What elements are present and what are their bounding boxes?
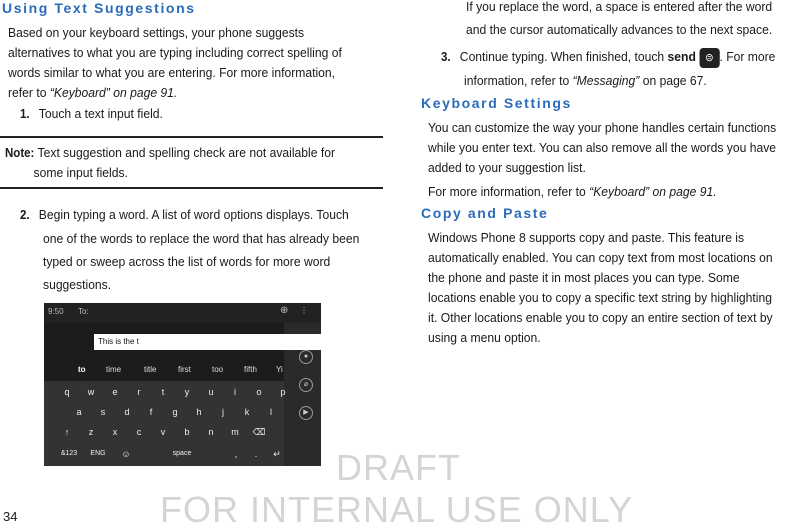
copy-paste-paragraph: Windows Phone 8 supports copy and paste. This feature is automatically enabled. You can copy text from most locations on the phone and paste it in most places you can type. Some locations enable you to copy a specific text string by highlighting it. Other locations enable you to copy an entire section of text by using a menu option. [428, 230, 773, 345]
suggestion-item[interactable]: Yi [276, 365, 283, 374]
keyboard-settings-refer: For more information, refer to “Keyboard” on page 91. [428, 184, 717, 199]
step-3: 3. Continue typing. When finished, touch send ⊜ . For more information, refer to “Messaging” on page 67. [441, 49, 776, 88]
keyboard-key[interactable]: s [100, 407, 106, 417]
intro-refer-line: refer to “Keyboard” on page 91. [8, 85, 178, 100]
note-text: some input fields. [33, 165, 128, 180]
keyboard-key[interactable]: , [234, 449, 238, 459]
keyboard-key[interactable]: . [254, 449, 258, 459]
draft-watermark: DRAFT [336, 447, 461, 488]
keyboard-key[interactable]: space [172, 450, 192, 457]
page-number: 34 [3, 509, 18, 524]
note-top-rule [0, 136, 383, 138]
step-number: 1. [20, 107, 30, 121]
microphone-icon: ● [299, 350, 313, 364]
keyboard-key[interactable]: &123 [60, 450, 78, 457]
keyboard-key[interactable]: f [149, 407, 153, 417]
keyboard-key[interactable]: ☺ [121, 449, 131, 459]
send-label: send [667, 49, 696, 64]
attach-icon: ⌀ [299, 378, 313, 392]
keyboard-key[interactable]: a [76, 407, 82, 417]
suggestion-item[interactable]: fifth [244, 365, 257, 374]
section-heading-copy-paste: Copy and Paste [421, 205, 549, 221]
step-text: Begin typing a word. A list of word options displays. Touch [38, 207, 349, 222]
suggestion-item[interactable]: to [78, 365, 86, 374]
keyboard-key[interactable]: t [161, 387, 165, 397]
send-button-icon: ⊜ [699, 48, 719, 68]
phone-keyboard [44, 381, 284, 466]
note-label: Note: [5, 146, 35, 160]
note-box [5, 143, 335, 183]
keyboard-key[interactable]: z [88, 427, 94, 437]
step-text: suggestions. [43, 277, 112, 292]
step-text: If you replace the word, a space is entered after the word [466, 0, 773, 14]
keyboard-key[interactable]: h [196, 407, 202, 417]
keyboard-key[interactable]: p [280, 387, 286, 397]
keyboard-key[interactable]: ⌫ [252, 427, 266, 437]
send-icon: ▶ [299, 406, 313, 420]
keyboard-link[interactable]: “Keyboard” on page 91. [589, 184, 717, 199]
suggestion-item[interactable]: title [144, 365, 157, 374]
keyboard-key[interactable]: g [172, 407, 178, 417]
suggestion-item[interactable]: too [212, 365, 224, 374]
suggestion-item[interactable]: time [106, 365, 122, 374]
step-text: and the cursor automatically advances to the next space. [466, 22, 773, 37]
keyboard-key[interactable]: j [222, 407, 224, 417]
keyboard-key[interactable]: o [256, 387, 262, 397]
intro-line: alternatives to what you are typing including correct spelling of [8, 45, 342, 60]
keyboard-key[interactable]: b [184, 427, 190, 437]
section-heading-text-suggestions: Using Text Suggestions [2, 0, 196, 16]
keyboard-key[interactable]: m [231, 427, 239, 437]
phone-time: 9:50 [48, 307, 64, 316]
keyboard-key[interactable]: u [208, 387, 214, 397]
keyboard-key[interactable]: i [234, 387, 236, 397]
keyboard-key[interactable]: ↑ [64, 427, 70, 437]
keyboard-key[interactable]: q [64, 387, 70, 397]
keyboard-key[interactable]: r [137, 387, 141, 397]
keyboard-key[interactable]: y [184, 387, 190, 397]
note-text: Text suggestion and spelling check are not available for [37, 145, 335, 160]
keyboard-key[interactable]: v [160, 427, 166, 437]
suggestion-bar [44, 359, 284, 381]
keyboard-settings-paragraph: You can customize the way your phone handles certain functions while you enter text. You can also remove all the words you have added to your suggestion list. [428, 120, 777, 175]
phone-to-label: To: [78, 307, 89, 316]
phone-status-bar [44, 303, 321, 323]
intro-line: words similar to what you are entering. For more information, [8, 65, 336, 80]
step-text: Touch a text input field. [38, 106, 163, 121]
keyboard-key[interactable]: n [208, 427, 214, 437]
suggestion-item[interactable]: first [178, 365, 191, 374]
keyboard-link[interactable]: “Keyboard” on page 91. [49, 85, 178, 100]
more-dots-icon: ⋮ [300, 306, 308, 315]
keyboard-screenshot [44, 303, 321, 466]
keyboard-key[interactable]: ↵ [273, 449, 281, 459]
internal-use-watermark: FOR INTERNAL USE ONLY [160, 489, 634, 530]
note-bottom-rule [0, 187, 383, 189]
step-1 [20, 104, 163, 124]
keyboard-key[interactable]: l [270, 407, 272, 417]
keyboard-key[interactable]: k [244, 407, 250, 417]
messaging-link[interactable]: “Messaging” [572, 73, 640, 88]
step-number: 2. [20, 208, 30, 222]
add-contact-icon: ⊕ [280, 305, 289, 316]
step-text: typed or sweep across the list of words for more word [43, 254, 331, 269]
keyboard-key[interactable]: c [136, 427, 142, 437]
step-text: one of the words to replace the word that has already been [43, 231, 360, 246]
intro-line: Based on your keyboard settings, your phone suggests [8, 25, 305, 40]
phone-typed-text: This is the t [94, 334, 321, 350]
keyboard-key[interactable]: ENG [90, 450, 106, 457]
step-2 [20, 203, 359, 296]
intro-paragraph [8, 23, 342, 103]
step-2-continuation [466, 0, 772, 41]
keyboard-key[interactable]: w [87, 387, 95, 397]
section-heading-keyboard-settings: Keyboard Settings [421, 95, 572, 111]
step-number: 3. [441, 50, 451, 64]
keyboard-key[interactable]: e [112, 387, 118, 397]
keyboard-key[interactable]: x [112, 427, 118, 437]
keyboard-key[interactable]: d [124, 407, 130, 417]
